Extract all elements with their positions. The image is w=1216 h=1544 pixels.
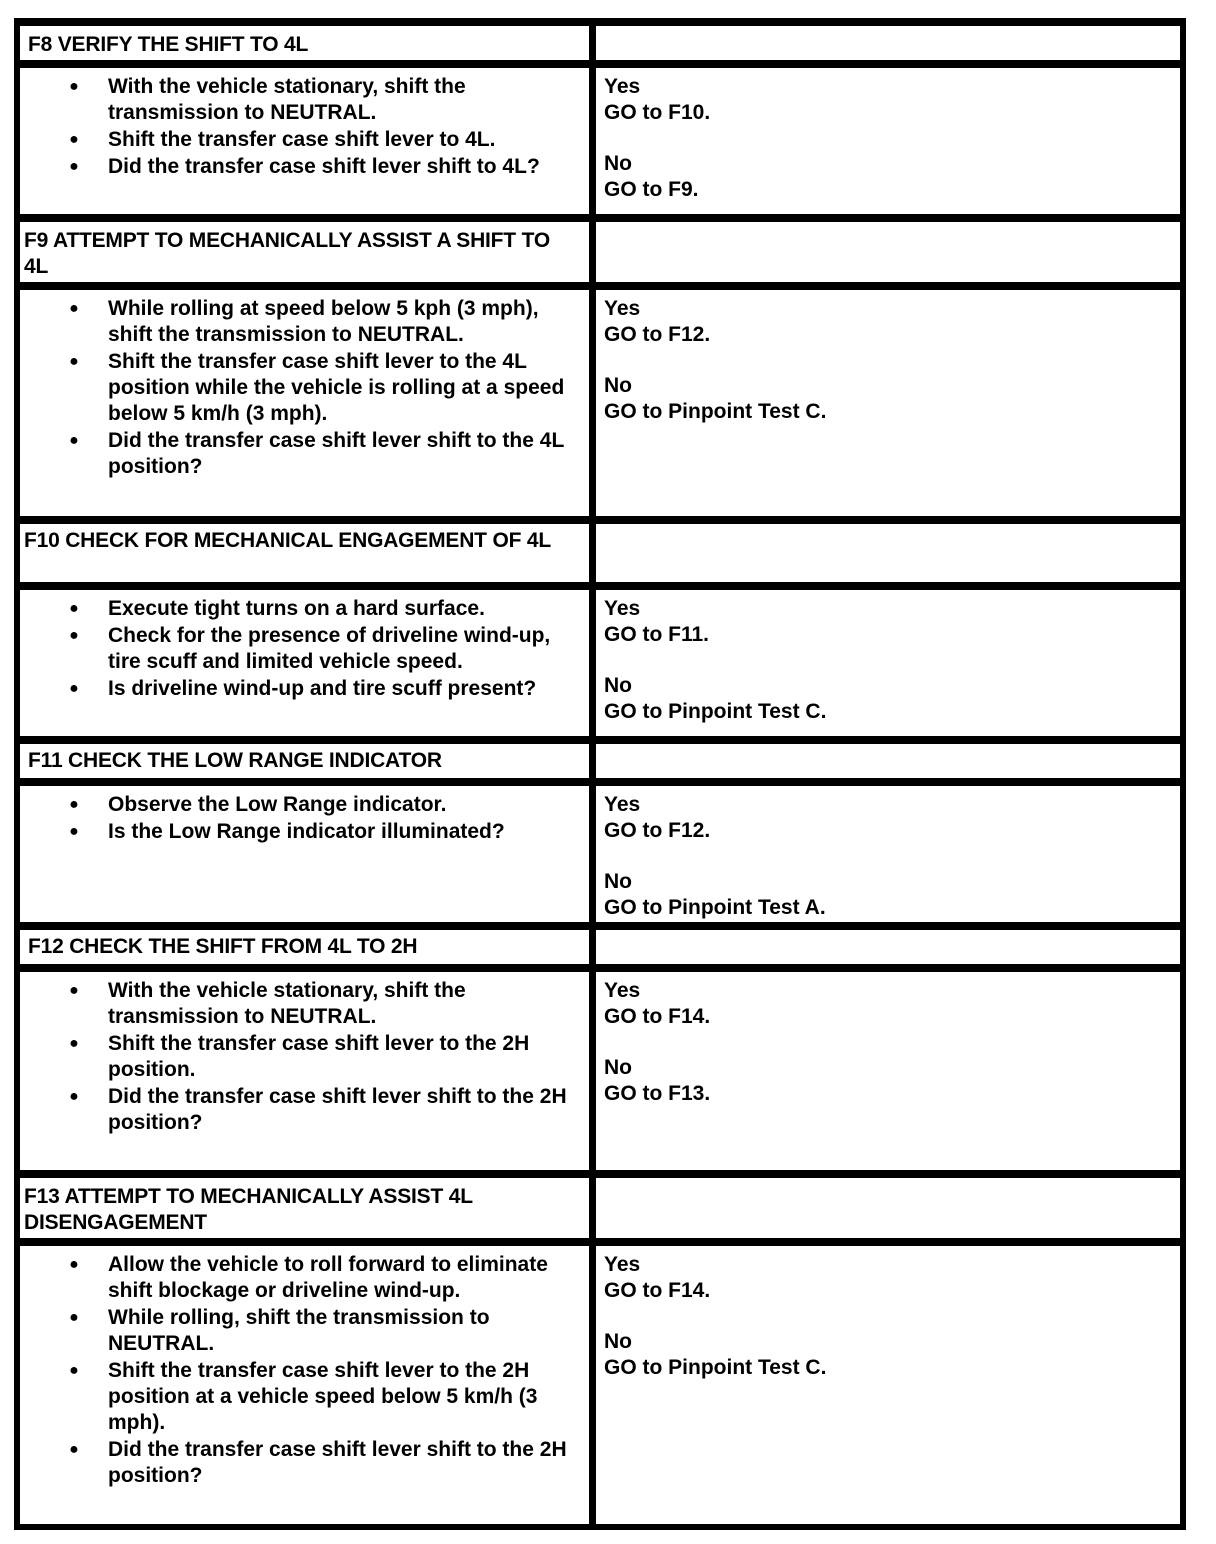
list-item: ● Is the Low Range indicator illuminated? [69,820,505,843]
yes-label: Yes [604,979,641,1002]
no-action: GO to Pinpoint Test A. [604,896,826,919]
no-action: GO to Pinpoint Test C. [604,700,827,723]
no-action: GO to F9. [604,178,699,201]
result-block [604,596,1170,725]
list-item: ● Check for the presence of driveline wind-up, tire scuff and limited vehicle speed. [69,624,551,673]
step-actions-cell [20,68,589,214]
list-item: ● While rolling at speed below 5 kph (3 mph), shift the transmission to NEUTRAL. [69,297,539,346]
result-block [604,296,1170,425]
bullet-icon: ● [69,300,79,317]
step-title: F10 CHECK FOR MECHANICAL ENGAGEMENT OF 4L [24,529,551,552]
action-list [20,792,577,846]
list-item: ● Shift the transfer case shift lever to 4L. [69,128,496,151]
bullet-icon: ● [69,982,79,999]
step-header-result-cell [596,524,1180,582]
step-header-result-cell [596,744,1180,778]
yes-action: GO to F10. [604,101,711,124]
no-action: GO to Pinpoint Test C. [604,400,827,423]
bullet-icon: ● [69,600,79,617]
list-item: ● Did the transfer case shift lever shift to the 2H position? [69,1438,567,1487]
step-header-cell [20,26,589,60]
bullet-icon: ● [69,680,79,697]
step-header-result-cell [596,1178,1180,1238]
list-item: ● Shift the transfer case shift lever to the 2H position at a vehicle speed below 5 km/h (3 mph). [69,1359,538,1434]
bullet-icon: ● [69,796,79,813]
yes-label: Yes [604,793,641,816]
step-result-cell [596,786,1180,922]
step-header-cell [20,524,589,582]
result-block [604,978,1170,1107]
action-list [20,296,577,481]
step-header-cell [20,930,589,964]
list-item: ● Did the transfer case shift lever shift to the 4L position? [69,429,564,478]
step-header-cell [20,1178,589,1238]
no-action: GO to Pinpoint Test C. [604,1356,827,1379]
action-list [20,1252,577,1490]
yes-action: GO to F14. [604,1005,711,1028]
no-label: No [604,1330,632,1353]
list-item: ● Shift the transfer case shift lever to the 2H position. [69,1032,530,1081]
step-header-result-cell [596,930,1180,964]
bullet-icon: ● [69,823,79,840]
yes-label: Yes [604,75,641,98]
list-item: ● Shift the transfer case shift lever to the 4L position while the vehicle is rolling at a speed below 5 km/h (3 mph). [69,350,565,425]
no-label: No [604,870,632,893]
diagnostic-table [14,18,1186,1530]
list-item: ● Did the transfer case shift lever shift to the 2H position? [69,1085,567,1134]
action-list [20,978,577,1137]
bullet-icon: ● [69,432,79,449]
bullet-icon: ● [69,78,79,95]
step-title: F9 ATTEMPT TO MECHANICALLY ASSIST A SHIFT TO 4L [24,229,550,278]
yes-action: GO to F11. [604,623,710,646]
action-list [20,596,577,703]
list-item: ● Allow the vehicle to roll forward to eliminate shift blockage or driveline wind-up. [69,1253,548,1302]
bullet-icon: ● [69,627,79,644]
list-item: ● Is driveline wind-up and tire scuff present? [69,677,537,700]
step-result-cell [596,290,1180,516]
step-actions-cell [20,786,589,922]
step-title: F8 VERIFY THE SHIFT TO 4L [28,33,309,56]
bullet-icon: ● [69,1035,79,1052]
no-action: GO to F13. [604,1082,711,1105]
step-result-cell [596,590,1180,736]
list-item: ● While rolling, shift the transmission to NEUTRAL. [69,1306,490,1355]
list-item: ● With the vehicle stationary, shift the transmission to NEUTRAL. [69,979,466,1028]
result-block [604,792,1170,921]
yes-label: Yes [604,297,641,320]
bullet-icon: ● [69,158,79,175]
step-title: F13 ATTEMPT TO MECHANICALLY ASSIST 4L DISENGAGEMENT [24,1185,473,1234]
list-item: ● With the vehicle stationary, shift the transmission to NEUTRAL. [69,75,466,124]
no-label: No [604,1056,632,1079]
step-title: F11 CHECK THE LOW RANGE INDICATOR [28,749,442,772]
step-actions-cell [20,290,589,516]
bullet-icon: ● [69,1362,79,1379]
yes-label: Yes [604,1253,641,1276]
step-actions-cell [20,1246,589,1524]
list-item: ● Observe the Low Range indicator. [69,793,447,816]
bullet-icon: ● [69,1309,79,1326]
step-title: F12 CHECK THE SHIFT FROM 4L TO 2H [28,935,418,958]
yes-action: GO to F12. [604,323,711,346]
list-item: ● Did the transfer case shift lever shift to 4L? [69,155,540,178]
action-list [20,74,577,181]
result-block [604,1252,1170,1381]
result-block [604,74,1170,203]
list-item: ● Execute tight turns on a hard surface. [69,597,485,620]
step-header-cell [20,744,589,778]
bullet-icon: ● [69,1256,79,1273]
yes-action: GO to F14. [604,1279,711,1302]
no-label: No [604,374,632,397]
step-header-result-cell [596,222,1180,282]
step-result-cell [596,68,1180,214]
step-actions-cell [20,972,589,1170]
step-actions-cell [20,590,589,736]
bullet-icon: ● [69,131,79,148]
step-result-cell [596,972,1180,1170]
yes-action: GO to F12. [604,819,711,842]
no-label: No [604,674,632,697]
step-result-cell [596,1246,1180,1524]
bullet-icon: ● [69,353,79,370]
no-label: No [604,152,632,175]
bullet-icon: ● [69,1088,79,1105]
step-header-result-cell [596,26,1180,60]
bullet-icon: ● [69,1441,79,1458]
yes-label: Yes [604,597,641,620]
step-header-cell [20,222,589,282]
